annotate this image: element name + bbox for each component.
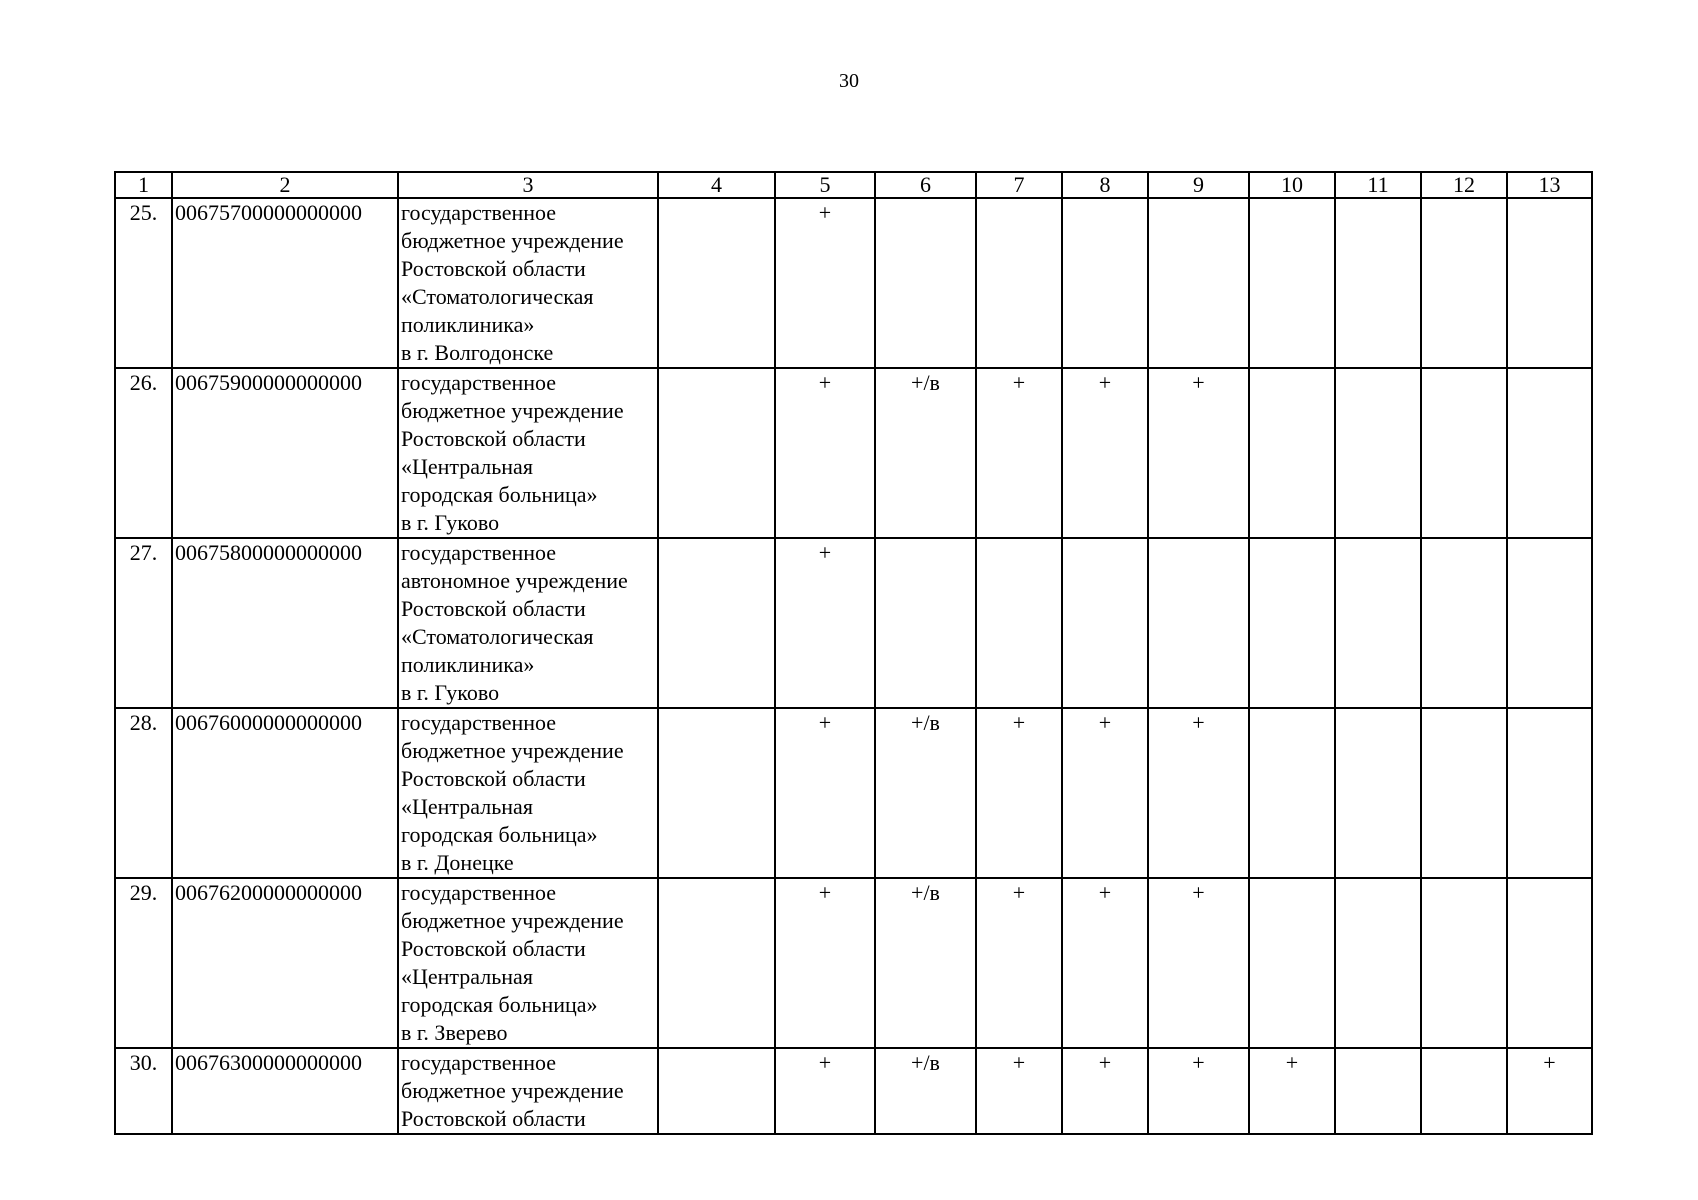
mark-cell-col6: +/в bbox=[875, 368, 976, 538]
column-header-7: 7 bbox=[976, 172, 1062, 198]
mark-cell-col8: + bbox=[1062, 878, 1148, 1048]
institution-code-cell: 00676200000000000 bbox=[172, 878, 398, 1048]
mark-cell-col5: + bbox=[775, 198, 875, 368]
mark-cell-col12 bbox=[1421, 878, 1507, 1048]
row-number-cell: 29. bbox=[115, 878, 172, 1048]
mark-cell-col11 bbox=[1335, 708, 1421, 878]
institution-code-cell: 00675900000000000 bbox=[172, 368, 398, 538]
mark-cell-col11 bbox=[1335, 198, 1421, 368]
mark-cell-col4 bbox=[658, 708, 775, 878]
mark-cell-col7 bbox=[976, 538, 1062, 708]
mark-cell-col11 bbox=[1335, 368, 1421, 538]
mark-cell-col6 bbox=[875, 538, 976, 708]
mark-cell-col5: + bbox=[775, 1048, 875, 1134]
column-header-3: 3 bbox=[398, 172, 658, 198]
mark-cell-col8: + bbox=[1062, 368, 1148, 538]
mark-cell-col13 bbox=[1507, 538, 1592, 708]
mark-cell-col11 bbox=[1335, 538, 1421, 708]
institution-code-cell: 00675700000000000 bbox=[172, 198, 398, 368]
table-row bbox=[115, 1048, 1592, 1134]
column-header-12: 12 bbox=[1421, 172, 1507, 198]
table-row bbox=[115, 538, 1592, 708]
mark-cell-col8 bbox=[1062, 198, 1148, 368]
row-number-cell: 27. bbox=[115, 538, 172, 708]
mark-cell-col9: + bbox=[1148, 878, 1249, 1048]
institution-code-cell: 00676000000000000 bbox=[172, 708, 398, 878]
column-header-4: 4 bbox=[658, 172, 775, 198]
mark-cell-col7: + bbox=[976, 878, 1062, 1048]
row-number-cell: 25. bbox=[115, 198, 172, 368]
column-header-2: 2 bbox=[172, 172, 398, 198]
mark-cell-col10 bbox=[1249, 538, 1335, 708]
column-header-11: 11 bbox=[1335, 172, 1421, 198]
mark-cell-col13: + bbox=[1507, 1048, 1592, 1134]
mark-cell-col11 bbox=[1335, 1048, 1421, 1134]
mark-cell-col12 bbox=[1421, 708, 1507, 878]
institution-code-cell: 00676300000000000 bbox=[172, 1048, 398, 1134]
table-row bbox=[115, 878, 1592, 1048]
mark-cell-col5: + bbox=[775, 368, 875, 538]
mark-cell-col9: + bbox=[1148, 1048, 1249, 1134]
mark-cell-col4 bbox=[658, 538, 775, 708]
mark-cell-col5: + bbox=[775, 878, 875, 1048]
institution-name-cell: государственное бюджетное учреждение Ростовской области «Центральная городская больница» в г. Донецке bbox=[398, 708, 658, 878]
mark-cell-col10 bbox=[1249, 708, 1335, 878]
mark-cell-col4 bbox=[658, 1048, 775, 1134]
mark-cell-col6 bbox=[875, 198, 976, 368]
mark-cell-col12 bbox=[1421, 1048, 1507, 1134]
mark-cell-col13 bbox=[1507, 708, 1592, 878]
mark-cell-col6: +/в bbox=[875, 878, 976, 1048]
row-number-cell: 30. bbox=[115, 1048, 172, 1134]
mark-cell-col12 bbox=[1421, 198, 1507, 368]
mark-cell-col9 bbox=[1148, 198, 1249, 368]
row-number-cell: 26. bbox=[115, 368, 172, 538]
table-body bbox=[115, 172, 1592, 1134]
mark-cell-col10 bbox=[1249, 198, 1335, 368]
mark-cell-col10: + bbox=[1249, 1048, 1335, 1134]
mark-cell-col10 bbox=[1249, 368, 1335, 538]
table-row bbox=[115, 198, 1592, 368]
mark-cell-col13 bbox=[1507, 878, 1592, 1048]
mark-cell-col12 bbox=[1421, 538, 1507, 708]
column-header-13: 13 bbox=[1507, 172, 1592, 198]
mark-cell-col10 bbox=[1249, 878, 1335, 1048]
page-number: 30 bbox=[839, 70, 859, 92]
mark-cell-col7: + bbox=[976, 368, 1062, 538]
table-row bbox=[115, 708, 1592, 878]
mark-cell-col7 bbox=[976, 198, 1062, 368]
mark-cell-col9: + bbox=[1148, 368, 1249, 538]
mark-cell-col9: + bbox=[1148, 708, 1249, 878]
mark-cell-col8: + bbox=[1062, 708, 1148, 878]
mark-cell-col6: +/в bbox=[875, 708, 976, 878]
mark-cell-col4 bbox=[658, 878, 775, 1048]
row-number-cell: 28. bbox=[115, 708, 172, 878]
institution-name-cell: государственное бюджетное учреждение Ростовской области «Центральная городская больница» в г. Гуково bbox=[398, 368, 658, 538]
mark-cell-col11 bbox=[1335, 878, 1421, 1048]
column-header-1: 1 bbox=[115, 172, 172, 198]
institution-name-cell: государственное бюджетное учреждение Ростовской области bbox=[398, 1048, 658, 1134]
table-row bbox=[115, 368, 1592, 538]
mark-cell-col13 bbox=[1507, 198, 1592, 368]
mark-cell-col7: + bbox=[976, 1048, 1062, 1134]
mark-cell-col8 bbox=[1062, 538, 1148, 708]
table-header-row bbox=[115, 172, 1592, 198]
mark-cell-col12 bbox=[1421, 368, 1507, 538]
mark-cell-col4 bbox=[658, 198, 775, 368]
mark-cell-col4 bbox=[658, 368, 775, 538]
mark-cell-col8: + bbox=[1062, 1048, 1148, 1134]
institution-name-cell: государственное бюджетное учреждение Ростовской области «Стоматологическая поликлиника» в г. Волгодонске bbox=[398, 198, 658, 368]
column-header-10: 10 bbox=[1249, 172, 1335, 198]
column-header-5: 5 bbox=[775, 172, 875, 198]
mark-cell-col5: + bbox=[775, 538, 875, 708]
column-header-8: 8 bbox=[1062, 172, 1148, 198]
mark-cell-col13 bbox=[1507, 368, 1592, 538]
mark-cell-col5: + bbox=[775, 708, 875, 878]
column-header-6: 6 bbox=[875, 172, 976, 198]
mark-cell-col9 bbox=[1148, 538, 1249, 708]
registry-table bbox=[114, 171, 1593, 1135]
institution-code-cell: 00675800000000000 bbox=[172, 538, 398, 708]
institution-name-cell: государственное автономное учреждение Ростовской области «Стоматологическая поликлиника» в г. Гуково bbox=[398, 538, 658, 708]
institution-name-cell: государственное бюджетное учреждение Ростовской области «Центральная городская больница» в г. Зверево bbox=[398, 878, 658, 1048]
column-header-9: 9 bbox=[1148, 172, 1249, 198]
mark-cell-col6: +/в bbox=[875, 1048, 976, 1134]
mark-cell-col7: + bbox=[976, 708, 1062, 878]
